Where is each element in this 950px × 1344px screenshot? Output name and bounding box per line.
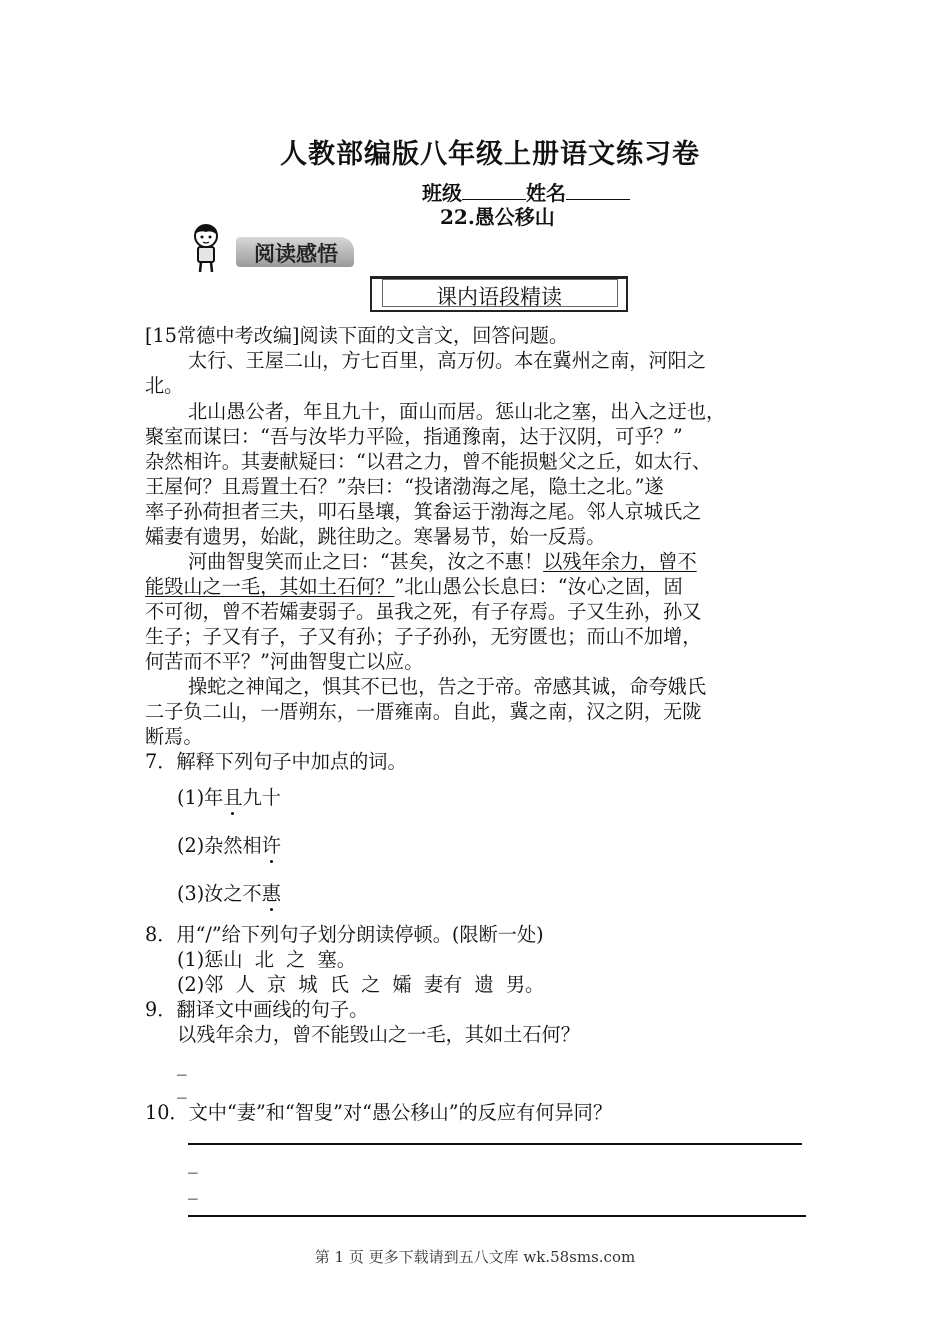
answer-blank[interactable]: _ — [188, 1177, 198, 1200]
underlined-sentence-part: 以残年余力，曾不 — [543, 550, 697, 573]
passage-line: 王屋何？且焉置土石？”杂曰：“投诸渤海之尾，隐土之北。”遂 — [145, 475, 664, 498]
item-text: (3)汝之不 — [177, 882, 262, 905]
passage-line: 北山愚公者，年且九十，面山而居。惩山北之塞，出入之迂也， — [188, 400, 726, 423]
dotted-word: 且 — [223, 786, 243, 809]
question-9-sentence: 以残年余力，曾不能毁山之一毛，其如土石何？ — [177, 1023, 580, 1046]
name-label: 姓名 — [526, 181, 566, 205]
cartoon-boy-icon — [186, 222, 226, 274]
passage-text: 河曲智叟笑而止之曰：“甚矣，汝之不惠！ — [188, 550, 544, 573]
passage-line — [188, 549, 697, 574]
passage-line: 二子负二山，一厝朔东，一厝雍南。自此，冀之南，汉之阴，无陇 — [145, 700, 702, 723]
question-9-prompt: 9．翻译文中画线的句子。 — [145, 998, 369, 1021]
section-banner-text: 阅读感悟 — [254, 242, 338, 266]
page-footer: 第 1 页 更多下载请到五八文库 wk.58sms.com — [314, 1248, 636, 1266]
answer-line[interactable] — [188, 1143, 802, 1145]
passage-line: 孀妻有遗男，始龀，跳往助之。寒暑易节，始一反焉。 — [145, 525, 606, 548]
passage-line: 聚室而谋曰：“吾与汝毕力平险，指通豫南，达于汉阴，可乎？” — [145, 425, 683, 448]
question-7-item-3 — [177, 881, 281, 906]
answer-blank[interactable]: _ — [177, 1053, 187, 1076]
question-8-item-2: (2)邻 人 京 城 氏 之 孀 妻有 遗 男。 — [177, 973, 545, 996]
passage-line: 断焉。 — [145, 725, 203, 748]
passage-line: 不可彻，曾不若孀妻弱子。虽我之死，有子存焉。子又生孙，孙又 — [145, 600, 702, 623]
passage-line: 何苦而不平？”河曲智叟亡以应。 — [145, 650, 424, 673]
answer-blank[interactable]: _ — [177, 1076, 187, 1099]
passage-line: 北。 — [145, 374, 184, 397]
question-8-item-1: (1)惩山 北 之 塞。 — [177, 948, 356, 971]
name-blank[interactable] — [566, 181, 630, 200]
passage-line: 生子；子又有子，子又有孙；子子孙孙，无穷匮也；而山不加增， — [145, 625, 702, 648]
passage-source: [15常德中考改编]阅读下面的文言文，回答问题。 — [145, 324, 569, 347]
subheading-text: 课内语段精读 — [436, 285, 562, 309]
question-7-item-1 — [177, 785, 281, 810]
answer-blank[interactable]: _ — [188, 1151, 198, 1174]
passage-line: 杂然相许。其妻献疑曰：“以君之力，曾不能损魁父之丘，如太行、 — [145, 450, 712, 473]
passage-text: ”北山愚公长息曰：“汝心之固，固 — [394, 575, 683, 598]
underlined-sentence-part: 能毁山之一毛，其如土石何？ — [145, 575, 395, 598]
lesson-title: 22.愚公移山 — [440, 205, 555, 229]
item-text: (2)杂然相 — [177, 834, 262, 857]
item-text: (1)年 — [177, 786, 224, 809]
passage-line — [145, 574, 683, 599]
page-title: 人教部编版八年级上册语文练习卷 — [280, 139, 700, 170]
question-8-prompt: 8．用“/”给下列句子划分朗读停顿。(限断一处) — [145, 923, 544, 946]
passage-line: 太行、王屋二山，方七百里，高万仞。本在冀州之南，河阳之 — [188, 349, 707, 372]
question-7-prompt: 7．解释下列句子中加点的词。 — [145, 750, 407, 773]
passage-line: 操蛇之神闻之，惧其不已也，告之于帝。帝感其诚，命夸娥氏 — [188, 675, 707, 698]
question-10-prompt: 10．文中“妻”和“智叟”对“愚公移山”的反应有何异同？ — [145, 1101, 613, 1124]
answer-line[interactable] — [188, 1215, 806, 1217]
item-text: 九十 — [242, 786, 281, 809]
dotted-word: 许 — [261, 834, 281, 857]
dotted-word: 惠 — [261, 882, 281, 905]
question-7-item-2 — [177, 833, 281, 858]
passage-line: 率子孙荷担者三夫，叩石垦壤，箕畚运于渤海之尾。邻人京城氏之 — [145, 500, 702, 523]
class-blank[interactable] — [462, 181, 526, 200]
class-label: 班级 — [422, 181, 462, 205]
